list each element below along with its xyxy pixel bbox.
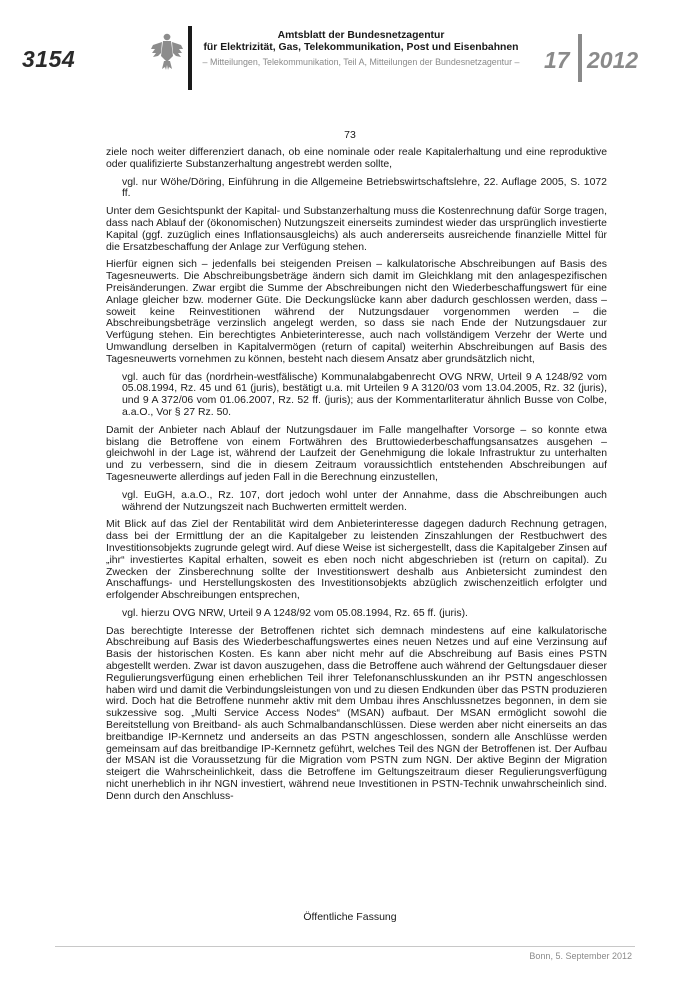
citation-paragraph: vgl. auch für das (nordrhein-westfälische) Kommunalabgabenrecht OVG NRW, Urteil 9 A 1248/92 vom 05.08.1994, Rz. 45 und 61 (juris), bestätigt u.a. mit Urteilen 9 A 3120/03 vom 13.04.2005, Rz. 32 (juris), und 9 A 372/06 vom 01.06.2007, Rz. 52 ff. (juris); aus der Kommentarliteratur ähnlich Busse von Colbe, a.a.O., Vor § 27 Rz. 50. <box>122 371 607 418</box>
citation-paragraph: vgl. hierzu OVG NRW, Urteil 9 A 1248/92 vom 05.08.1994, Rz. 65 ff. (juris). <box>122 607 468 619</box>
body-paragraph: Das berechtigte Interesse der Betroffenen richtet sich demnach mindestens auf eine kalkulatorische Abschreibung auf Basis des Wiederbeschaffungswertes eines neuen Netzes und auf eine Verzinsung auf Basis der historischen Kosten. Es kann aber nicht mehr auf die Abschreibung auf Basis eines PSTN abgestellt werden. Zwar ist davon auszugehen, dass die Betroffene auch während der Geltungsdauer dieser Regulierungsverfügung einen erheblichen Teil ihrer Telefonanschlusskunden an ihr PSTN angeschlossen haben wird und damit die Verbindungsleistungen von und zu diesen Endkunden über das PSTN produzieren wird. Doch hat die Betroffene nunmehr aktiv mit dem Umbau ihres Anschlussnetzes begonnen, in dem sie sukzessive sog. „Multi Service Access Nodes“ (MSAN) aufbaut. Der MSAN ermöglicht sowohl die Bereitstellung von Breitband- als auch Schmalbandanschlüssen. Diese werden aber nicht einerseits an das breitbandige IP-Kernnetz und anderseits an das PSTN angeschlossen, sondern alle Anschlüsse werden gemeinsam auf das breitbandige IP-Kernnetz geführt, welches Teil des NGN der Betroffenen ist. Der Aufbau der MSAN ist die Voraussetzung für die Migration vom PSTN zum NGN. Der aktive Beginn der Migration steigert die Wahrscheinlichkeit, dass die Betroffene im Geltungszeitraum dieser Regulierungsverfügung nicht unerheblich in ihr NGN investiert, während neue Investitionen in PSTN-Technik unwahrscheinlich sind. Denn durch den Anschluss- <box>106 625 607 802</box>
body-paragraph: Mit Blick auf das Ziel der Rentabilität wird dem Anbieterinteresse dagegen dadurch Rechnung getragen, dass bei der Ermittlung der an die Kapitalgeber zu leistenden Zinszahlungen der Restbuchwert des Investitionsobjekts zugrunde gelegt wird. Auf diese Weise ist sichergestellt, dass die Kapitalgeber Zinsen auf „ihr“ investiertes Kapital erhalten, soweit es eben noch nicht abgeschrieben ist (return on capital). Zu Zwecken der Zinsberechnung sollte der Investitionswert deshalb aus Anbietersicht zumindest den Anschaffungs- und Herstellungskosten des Investitionsobjekts abzüglich zwischenzeitlich erfolgter und erfolgender Abschreibungen entsprechen, <box>106 519 607 602</box>
page-number: 3154 <box>22 46 76 72</box>
document-body <box>106 147 607 809</box>
federal-eagle-icon <box>150 32 184 72</box>
citation-paragraph: vgl. nur Wöhe/Döring, Einführung in die Allgemeine Betriebswirtschaftslehre, 22. Auflage 2005, S. 1072 ff. <box>122 176 607 200</box>
body-paragraph: ziele noch weiter differenziert danach, ob eine nominale oder reale Kapitalerhaltung und eine reproduktive oder qualifizierte Substanzerhaltung angestrebt werden sollte, <box>106 147 607 170</box>
footer-divider <box>55 946 635 947</box>
gazette-title <box>196 30 526 54</box>
footer-date: Bonn, 5. September 2012 <box>529 951 632 961</box>
issue-number: 17 <box>544 47 570 73</box>
gazette-title-line1: Amtsblatt der Bundesnetzagentur <box>277 30 445 41</box>
body-paragraph: Hierfür eignen sich – jedenfalls bei steigenden Preisen – kalkulatorische Abschreibungen auf Basis des Tagesneuwerts. Die Abschreibungsbeträge ändern sich damit im Gleichklang mit den anlagespezifischen Preisänderungen. Zwar ergibt die Summe der Abschreibungen nicht den Wiederbeschaffungswert für eine Anlage gleicher bzw. moderner Güte. Die Deckungslücke kann aber dadurch geschlossen werden, dass – soweit keine Reinvestitionen während der Nutzungsdauer vorgenommen werden – die Abschreibungsbeträge verzinslich angelegt werden, so dass sie nach Ende der Nutzungsdauer zur Verfügung stehen. Ein berechtigtes Anbieterinteresse, auch nach vollständigem Verzehr der Werte und Umwandlung derselben in Kapitalvermögen (return of capital) weiterhin Abschreibungen auf Basis des Tagesneuwerts vornehmen zu können, besteht nach diesem Ansatz aber grundsätzlich nicht, <box>106 259 607 365</box>
body-paragraph: Unter dem Gesichtspunkt der Kapital- und Substanzerhaltung muss die Kostenrechnung dafür Sorge tragen, dass nach Ablauf der (ökonomischen) Nutzungszeit einerseits zumindest wieder das ursprünglich investierte Kapital (ggf. zuzüglich eines Inflationsausgleichs) als auch andererseits ausreichende finanzielle Mittel für die Ersatzbeschaffung der Anlage zur Verfügung stehen. <box>106 206 607 253</box>
issue-divider <box>578 34 582 82</box>
header-divider <box>188 26 192 90</box>
issue-year: 2012 <box>587 47 639 73</box>
gazette-subtitle: – Mitteilungen, Telekommunikation, Teil A, Mitteilungen der Bundesnetzagentur – <box>202 57 520 67</box>
gazette-title-line2: für Elektrizität, Gas, Telekommunikation, Post und Eisenbahnen <box>203 42 519 53</box>
citation-paragraph: vgl. EuGH, a.a.O., Rz. 107, dort jedoch wohl unter der Annahme, dass die Abschreibungen auch während der Nutzungszeit nach Buchwerten ermittelt werden. <box>122 489 607 513</box>
document-page-number: 73 <box>344 129 356 141</box>
body-paragraph: Damit der Anbieter nach Ablauf der Nutzungsdauer im Falle mangelhafter Vorsorge – so konnte etwa bislang die Betroffene von einem Fortwähren des Bruttowiederbeschaffungsansatzes ausgehen – gleichwohl in der Lage ist, während der Laufzeit der Genehmigung die lokale Infrastruktur zu unterhalten und zu verbessern, sind die in diesem Zeitraum voraussichtlich entstehenden Abschreibungen auf Tagesneuwerte allerdings auf jeden Fall in die Berechnung einzustellen, <box>106 424 607 483</box>
footer-label: Öffentliche Fassung <box>303 911 397 923</box>
